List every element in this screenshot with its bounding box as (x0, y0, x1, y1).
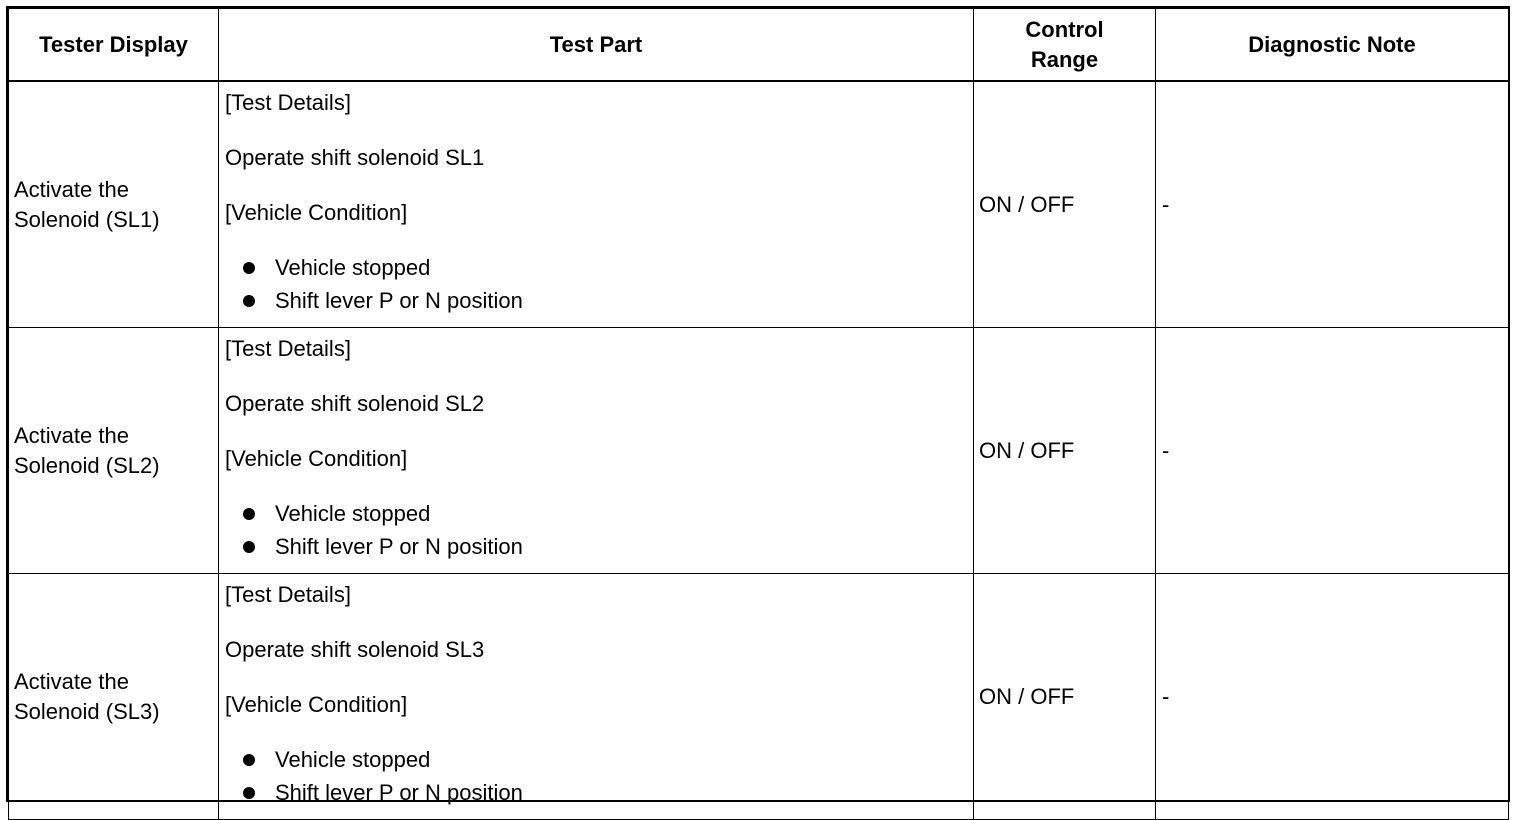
test-details-text: Operate shift solenoid SL3 (225, 637, 485, 662)
condition-text: Vehicle stopped (275, 501, 431, 526)
list-item (225, 778, 973, 811)
control-range-cell: ON / OFF (974, 328, 1156, 574)
condition-text: Shift lever P or N position (275, 780, 523, 805)
bullet-icon (243, 262, 255, 274)
table-row (9, 328, 1509, 574)
tester-display-line1: Activate the (14, 422, 129, 448)
diagnostic-note-cell: - (1156, 328, 1509, 574)
test-details-label: [Test Details] (225, 336, 351, 361)
test-details-text: Operate shift solenoid SL2 (225, 391, 485, 416)
list-item (225, 532, 973, 565)
vehicle-condition-label: [Vehicle Condition] (225, 692, 408, 717)
test-part-cell (219, 328, 974, 574)
tester-display-cell (9, 81, 219, 328)
condition-text: Vehicle stopped (275, 255, 431, 280)
test-details-label: [Test Details] (225, 582, 351, 607)
vehicle-condition-label: [Vehicle Condition] (225, 446, 408, 471)
table-row (9, 574, 1509, 820)
condition-text: Vehicle stopped (275, 747, 431, 772)
test-details-label: [Test Details] (225, 90, 351, 115)
active-test-table (8, 8, 1509, 820)
bullet-icon (243, 541, 255, 553)
bullet-icon (243, 295, 255, 307)
header-tester-display: Tester Display (9, 9, 219, 82)
tester-display-line2: Solenoid (SL2) (14, 452, 160, 478)
header-row (9, 9, 1509, 82)
list-item (225, 253, 973, 286)
list-item (225, 745, 973, 778)
header-control-range-line1: Control (1025, 16, 1104, 42)
bullet-icon (243, 754, 255, 766)
control-range-cell: ON / OFF (974, 81, 1156, 328)
table-row (9, 81, 1509, 328)
header-test-part: Test Part (219, 9, 974, 82)
tester-display-line2: Solenoid (SL1) (14, 206, 160, 232)
list-item (225, 499, 973, 532)
diagnostic-note-cell: - (1156, 81, 1509, 328)
tester-display-cell (9, 328, 219, 574)
header-diagnostic-note: Diagnostic Note (1156, 9, 1509, 82)
condition-text: Shift lever P or N position (275, 288, 523, 313)
vehicle-condition-list (225, 499, 973, 565)
tester-display-line2: Solenoid (SL3) (14, 698, 160, 724)
tester-display-cell (9, 574, 219, 820)
control-range-cell: ON / OFF (974, 574, 1156, 820)
bullet-icon (243, 508, 255, 520)
test-part-cell (219, 574, 974, 820)
active-test-table-frame (6, 6, 1510, 805)
vehicle-condition-list (225, 253, 973, 319)
header-control-range-line2: Range (1030, 46, 1099, 72)
tester-display-line1: Activate the (14, 176, 129, 202)
vehicle-condition-list (225, 745, 973, 811)
tester-display-line1: Activate the (14, 668, 129, 694)
diagnostic-note-cell: - (1156, 574, 1509, 820)
test-part-cell (219, 81, 974, 328)
condition-text: Shift lever P or N position (275, 534, 523, 559)
vehicle-condition-label: [Vehicle Condition] (225, 200, 408, 225)
bullet-icon (243, 787, 255, 799)
test-details-text: Operate shift solenoid SL1 (225, 145, 485, 170)
list-item (225, 286, 973, 319)
header-control-range (974, 9, 1156, 82)
